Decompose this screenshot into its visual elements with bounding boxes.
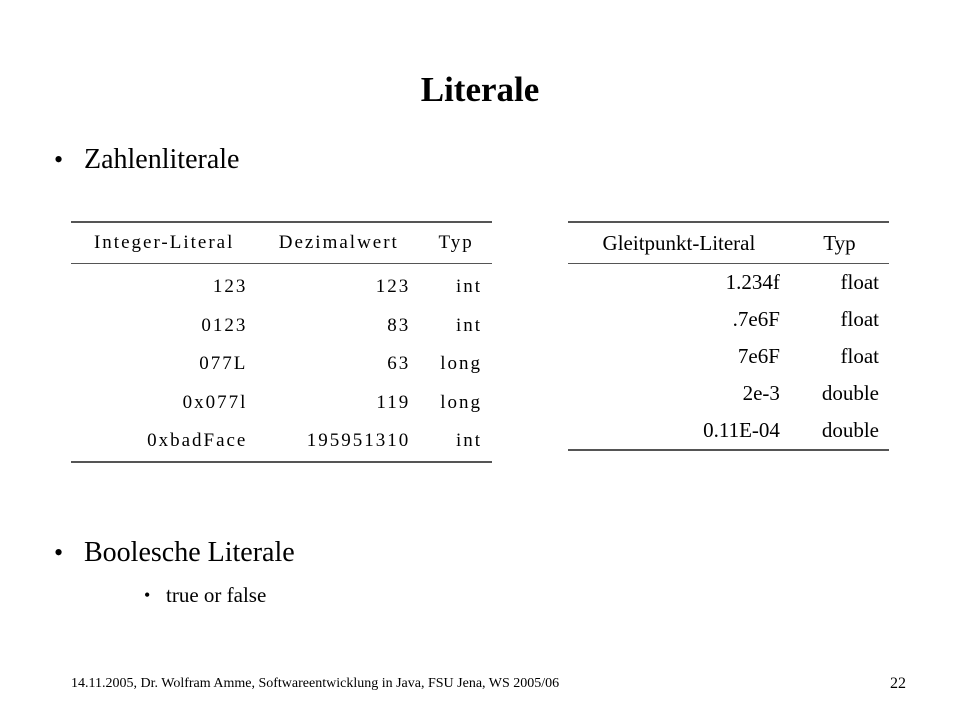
table-header-row (568, 222, 889, 264)
table-cell: float (840, 344, 879, 368)
slide-title: Literale (420, 70, 540, 109)
table-cell: .7e6F (732, 307, 780, 331)
table-cell: float (840, 307, 879, 331)
sub-bullet-label: true or false (166, 583, 267, 607)
table-row (568, 264, 889, 302)
table-row (568, 301, 889, 338)
table-cell: 0x077l (182, 391, 248, 413)
column-header: Typ (790, 222, 889, 264)
table-cell: 1.234f (725, 270, 780, 294)
bullet-dot-icon: • (144, 585, 151, 605)
table-cell: long (440, 391, 482, 413)
bullet-boolesche-literale (54, 537, 295, 569)
table-cell: double (821, 418, 879, 442)
table-cell: int (455, 314, 482, 336)
table-cell: int (455, 276, 482, 298)
sub-bullet-true-or-false (144, 583, 266, 608)
column-header: Integer-Literal (71, 222, 257, 264)
table-cell: long (440, 353, 482, 375)
table-header-row (71, 222, 492, 264)
table-cell: 195951310 (306, 430, 411, 452)
table-cell: double (821, 381, 879, 405)
column-header: Typ (420, 222, 492, 264)
table-row (568, 338, 889, 375)
table-cell: 83 (387, 314, 411, 336)
table-cell: int (455, 430, 482, 452)
table-cell: 0xbadFace (147, 430, 248, 452)
table-row (568, 412, 889, 450)
bullet-label: Zahlenliterale (84, 144, 240, 175)
table-cell: 63 (387, 353, 411, 375)
page-number: 22 (890, 675, 906, 692)
slide-footer: 14.11.2005, Dr. Wolfram Amme, Softwareentwicklung in Java, FSU Jena, WS 2005/06 (71, 676, 560, 691)
table-cell: 7e6F (737, 344, 780, 368)
table-row (71, 422, 492, 462)
table-cell: 077L (199, 353, 248, 375)
bullet-dot-icon: • (54, 145, 64, 174)
bullet-label: Boolesche Literale (84, 537, 295, 568)
table-row (71, 345, 492, 384)
table-cell: float (840, 270, 879, 294)
table-cell: 119 (376, 391, 411, 413)
table-cell: 2e-3 (742, 381, 780, 405)
table-cell: 0123 (201, 314, 248, 336)
table-cell: 123 (212, 276, 248, 298)
table-row (71, 384, 492, 423)
table-row (71, 264, 492, 307)
integer-literal-table (71, 221, 492, 463)
bullet-zahlenliterale (54, 144, 239, 176)
table-row (568, 375, 889, 412)
table-row (71, 307, 492, 346)
column-header: Dezimalwert (257, 222, 420, 264)
bullet-dot-icon: • (54, 538, 64, 567)
float-literal-table (568, 221, 889, 451)
column-header: Gleitpunkt-Literal (568, 222, 790, 264)
table-cell: 0.11E-04 (703, 418, 780, 442)
table-cell: 123 (375, 276, 411, 298)
